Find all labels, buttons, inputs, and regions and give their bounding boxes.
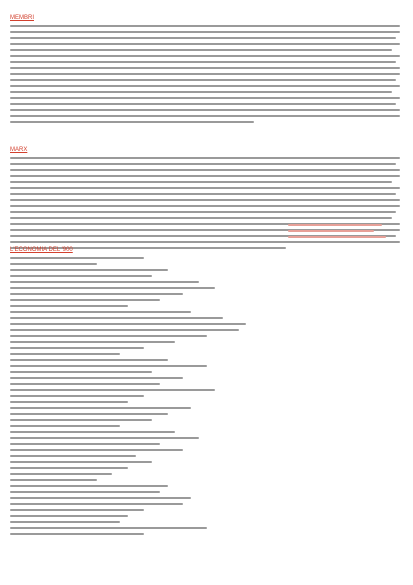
text-line-placeholder — [10, 353, 120, 355]
text-line-placeholder — [10, 371, 152, 373]
text-line-placeholder — [10, 377, 183, 379]
handwritten-note — [288, 224, 386, 242]
text-line-placeholder — [10, 55, 400, 57]
text-line-placeholder — [10, 335, 207, 337]
text-line-placeholder — [10, 121, 254, 123]
text-line-placeholder — [10, 365, 207, 367]
text-line-placeholder — [288, 224, 382, 226]
text-line-placeholder — [10, 37, 396, 39]
text-line-placeholder — [10, 109, 400, 111]
text-line-placeholder — [10, 431, 175, 433]
text-line-placeholder — [10, 419, 152, 421]
text-line-placeholder — [288, 230, 374, 232]
text-line-placeholder — [10, 329, 239, 331]
text-line-placeholder — [10, 257, 144, 259]
text-line-placeholder — [288, 236, 386, 238]
text-line-placeholder — [10, 85, 400, 87]
section-heading-intro: MEMBRI — [10, 15, 34, 21]
text-line-placeholder — [10, 299, 160, 301]
text-line-placeholder — [10, 359, 168, 361]
text-line-placeholder — [10, 497, 191, 499]
text-line-placeholder — [10, 521, 120, 523]
text-line-placeholder — [10, 527, 207, 529]
text-line-placeholder — [10, 467, 128, 469]
text-line-placeholder — [10, 509, 144, 511]
text-line-placeholder — [10, 515, 128, 517]
text-line-placeholder — [10, 293, 183, 295]
text-line-placeholder — [10, 281, 199, 283]
text-line-placeholder — [10, 311, 191, 313]
text-line-placeholder — [10, 275, 152, 277]
text-line-placeholder — [10, 49, 392, 51]
text-line-placeholder — [10, 163, 396, 165]
text-line-placeholder — [10, 25, 400, 27]
text-line-placeholder — [10, 455, 136, 457]
text-line-placeholder — [10, 383, 160, 385]
text-line-placeholder — [10, 443, 160, 445]
text-line-placeholder — [10, 491, 160, 493]
text-line-placeholder — [10, 389, 215, 391]
section-heading-third: L'ECONOMIA DEL '900 — [10, 247, 73, 253]
text-line-placeholder — [10, 157, 400, 159]
text-line-placeholder — [10, 317, 223, 319]
text-line-placeholder — [10, 401, 128, 403]
text-line-placeholder — [10, 413, 168, 415]
text-line-placeholder — [10, 199, 400, 201]
text-line-placeholder — [10, 269, 168, 271]
text-line-placeholder — [10, 181, 392, 183]
text-line-placeholder — [10, 91, 392, 93]
text-line-placeholder — [10, 347, 144, 349]
text-line-placeholder — [10, 473, 112, 475]
text-line-placeholder — [10, 461, 152, 463]
text-line-placeholder — [10, 187, 400, 189]
text-line-placeholder — [10, 73, 400, 75]
text-line-placeholder — [10, 193, 396, 195]
section-body-intro — [10, 25, 404, 127]
text-line-placeholder — [10, 533, 144, 535]
text-line-placeholder — [10, 479, 97, 481]
text-line-placeholder — [10, 31, 400, 33]
text-line-placeholder — [10, 205, 400, 207]
text-line-placeholder — [10, 79, 396, 81]
text-line-placeholder — [10, 437, 199, 439]
text-line-placeholder — [10, 61, 396, 63]
text-line-placeholder — [10, 323, 246, 325]
section-body-third — [10, 257, 404, 539]
text-line-placeholder — [10, 395, 144, 397]
text-line-placeholder — [10, 115, 400, 117]
section-heading-second: MARX — [10, 147, 28, 153]
text-line-placeholder — [10, 287, 215, 289]
text-line-placeholder — [10, 43, 400, 45]
text-line-placeholder — [10, 263, 97, 265]
text-line-placeholder — [10, 67, 400, 69]
text-line-placeholder — [10, 97, 400, 99]
text-line-placeholder — [10, 175, 400, 177]
text-line-placeholder — [10, 407, 191, 409]
text-line-placeholder — [10, 211, 396, 213]
text-line-placeholder — [10, 217, 392, 219]
text-line-placeholder — [10, 169, 400, 171]
text-line-placeholder — [10, 449, 183, 451]
text-line-placeholder — [10, 485, 168, 487]
text-line-placeholder — [10, 103, 396, 105]
text-line-placeholder — [10, 425, 120, 427]
text-line-placeholder — [10, 341, 175, 343]
text-line-placeholder — [10, 305, 128, 307]
text-line-placeholder — [10, 503, 183, 505]
